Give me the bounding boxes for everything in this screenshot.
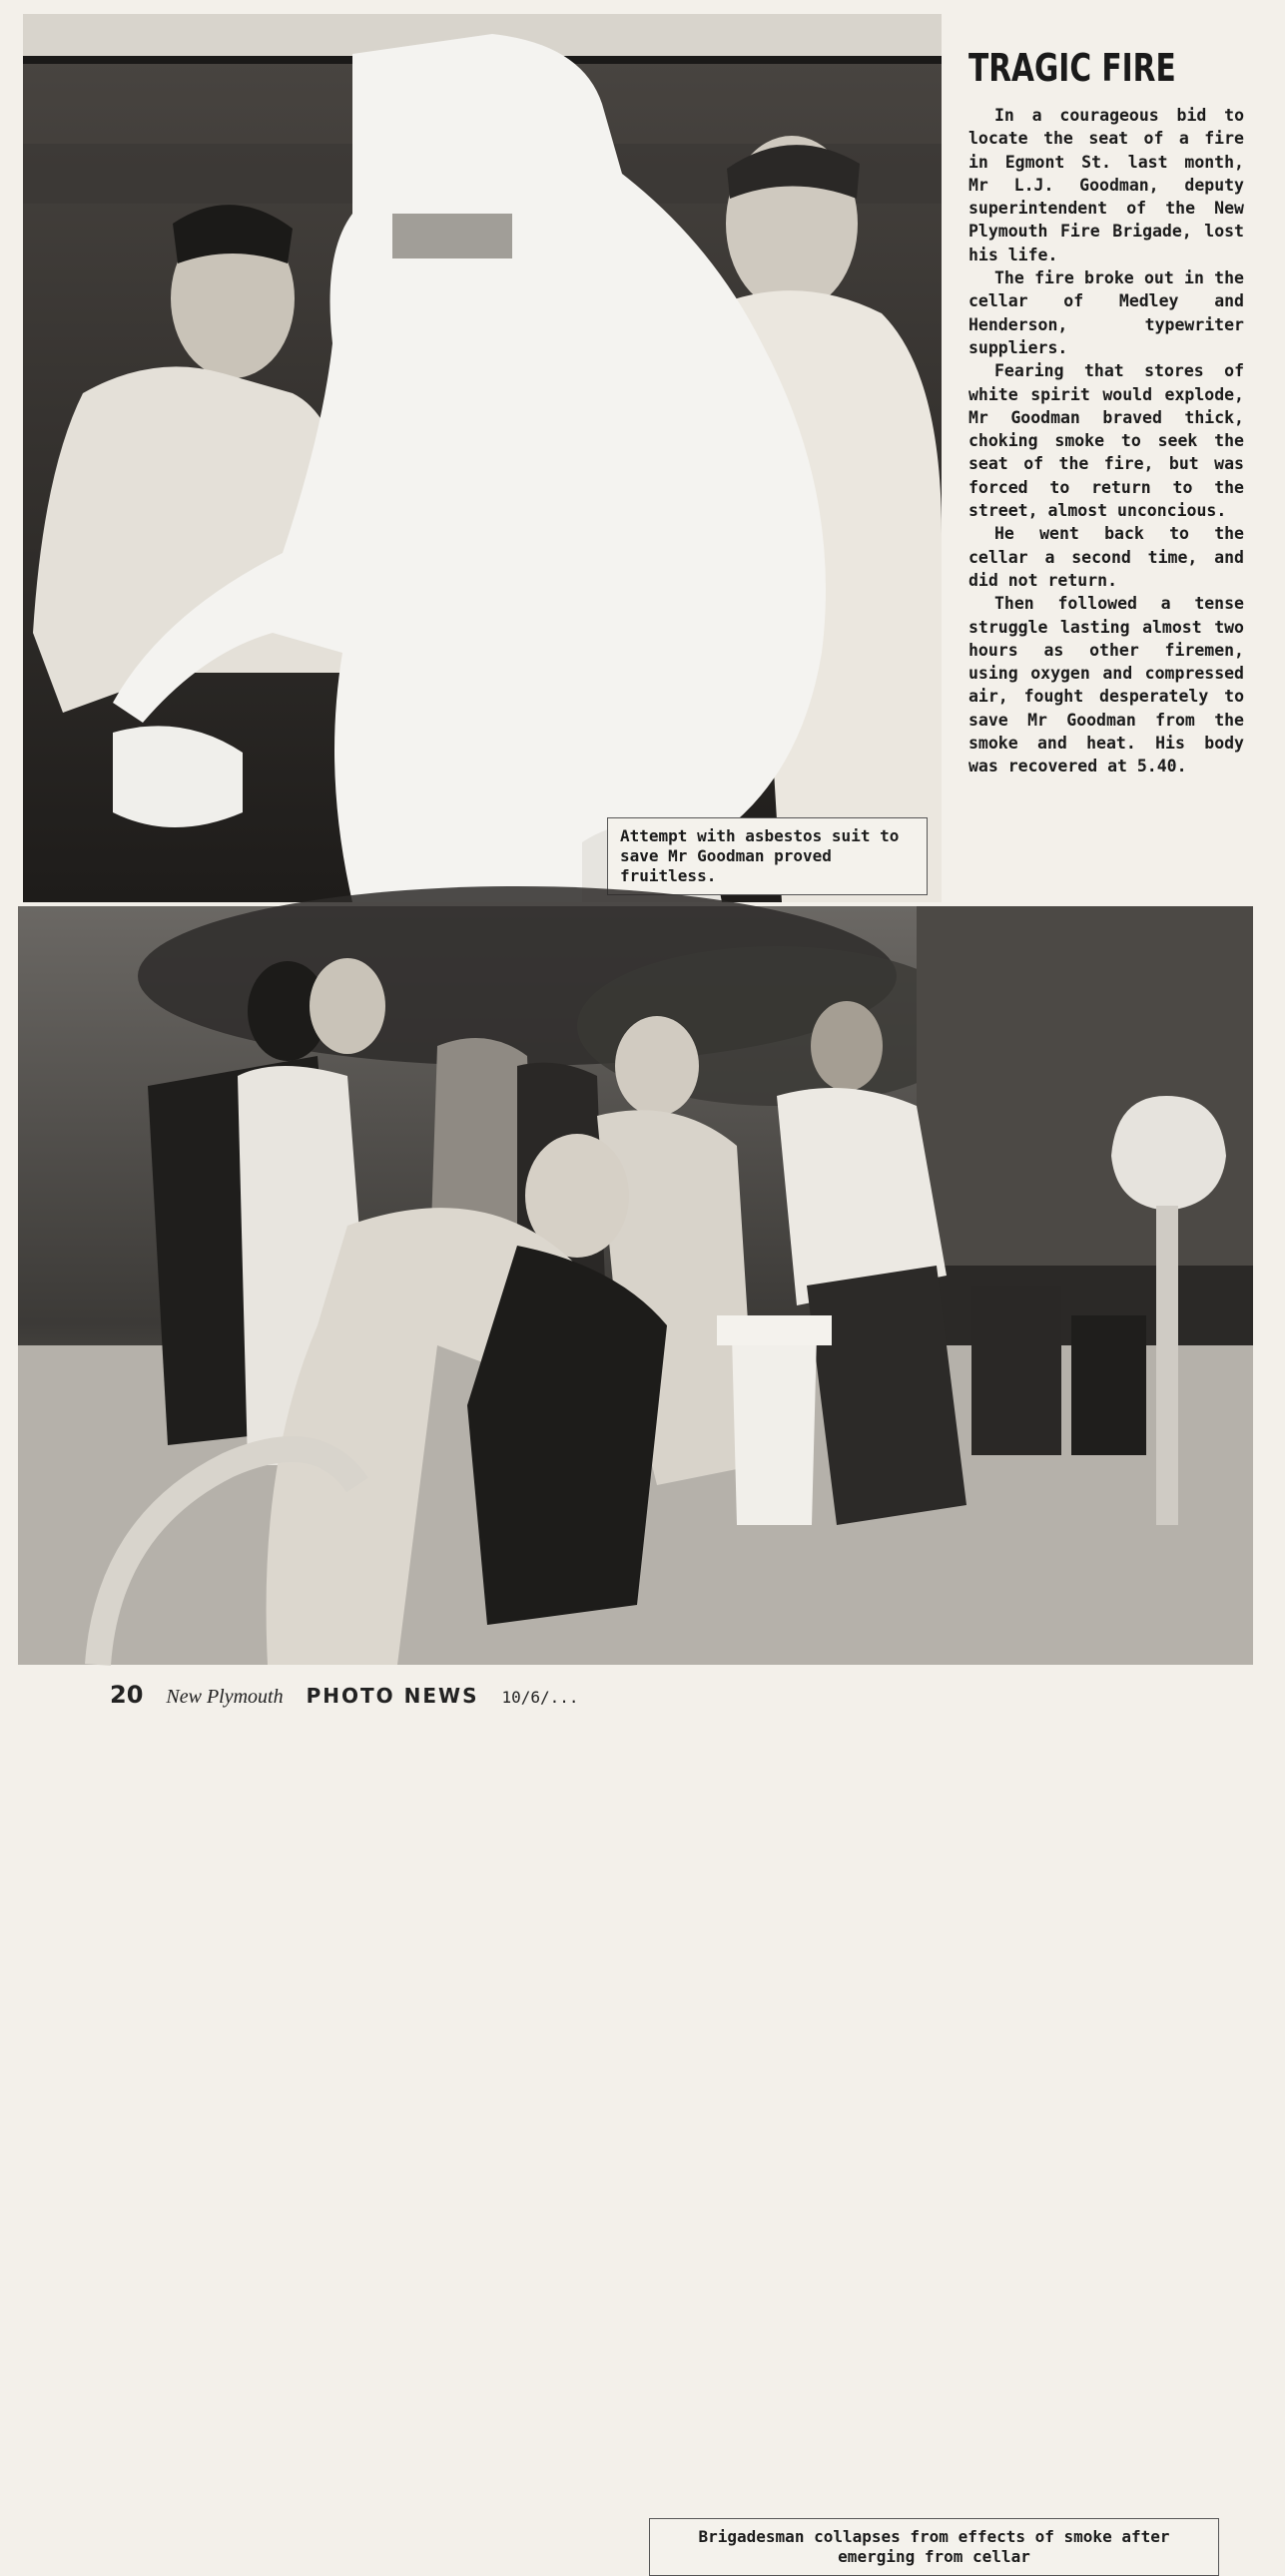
- article-paragraph: Fearing that stores of white spirit would explode, Mr Goodman braved thick, choking smoke to seek the seat of the fire, but was forced to return to the street, almost unconcious.: [968, 361, 1244, 521]
- article-paragraph: In a courageous bid to locate the seat of a fire in Egmont St. last month, Mr L.J. Goodman, deputy superintendent of the New Plymouth Fire Brigade, lost his life.: [968, 106, 1244, 264]
- article-paragraph: He went back to the cellar a second time, and did not return.: [968, 524, 1244, 590]
- article-body: [968, 104, 1244, 778]
- article-paragraph: The fire broke out in the cellar of Medley and Henderson, typewriter suppliers.: [968, 268, 1244, 357]
- bottom-photo-caption: Brigadesman collapses from effects of smoke after emerging from cellar: [649, 2518, 1219, 2576]
- page-number: 20: [110, 1681, 144, 1709]
- publication-city: New Plymouth: [166, 1686, 284, 1708]
- issue-date: 10/6/...: [501, 1688, 579, 1707]
- top-photo-caption: Attempt with asbestos suit to save Mr Goodman proved fruitless.: [607, 817, 928, 895]
- headline: TRAGIC FIRE: [968, 46, 1176, 90]
- publication-title: PHOTO NEWS: [306, 1684, 479, 1708]
- page-footer: [110, 1681, 597, 1709]
- asbestos-suit-photo: [23, 14, 942, 902]
- top-photo: [23, 14, 942, 902]
- collapsed-brigadesman-photo: [18, 906, 1253, 1665]
- article-paragraph: Then followed a tense struggle lasting almost two hours as other firemen, using oxygen and compressed air, fought desperately to save Mr Goodman from the smoke and heat. His body was recovered at 5.40.: [968, 594, 1244, 776]
